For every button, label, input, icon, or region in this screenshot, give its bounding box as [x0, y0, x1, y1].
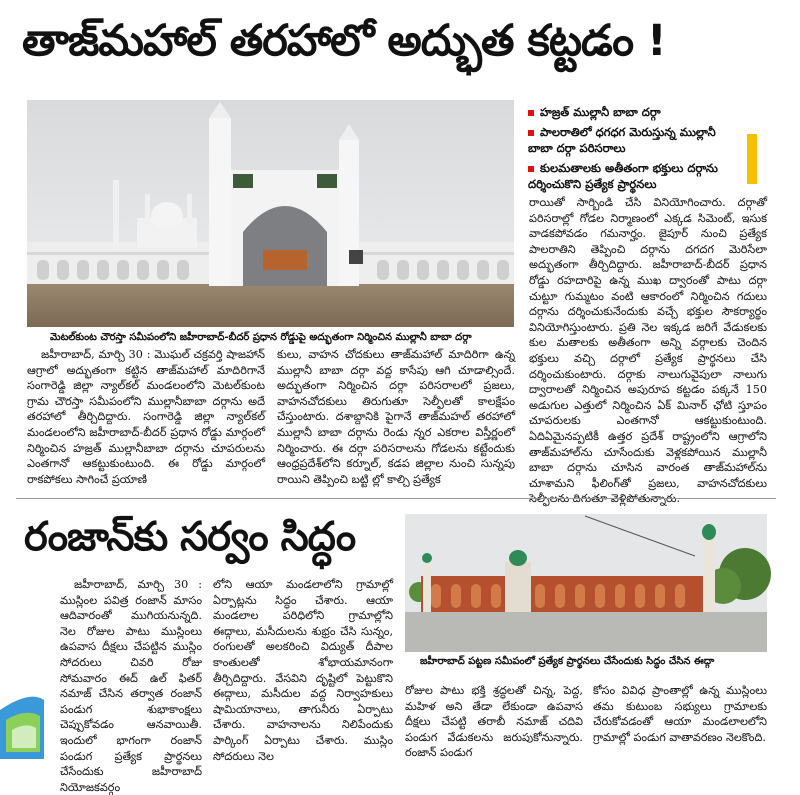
article-2-headline: రంజాన్‌కు సర్వం సిద్ధం: [24, 514, 356, 560]
corner-logo-graphic: [0, 690, 44, 759]
article-divider: [16, 498, 776, 499]
article-1-headline: తాజ్‌మహాల్ తరహాలో అద్భుత కట్టడం !: [22, 16, 666, 66]
highlight-accent-bar: [747, 134, 757, 184]
eidgah-photo: [405, 514, 767, 652]
article-2-col-1: జహీరాబాద్, మార్చి 30 : ముస్లింల పవిత్ర రంజాన్ మాసం ఆదివారంతో ముగియనున్నది. నెల రోజుల పాటు ముస్లింలు ఉపవాస దీక్షలు చేపట్టిన ముస్లిం సోదరులు చివరి రోజు సోమవారం ఈద్ ఉల్ ఫితర్ నమాజ్ చేసిన తర్వాత రంజాన్ పండుగ శుభాకాంక్షలు చెప్పుకోవడం ఆనవాయితీ. ఇందులో భాగంగా రంజాన్ పండుగ ప్రత్యేక ప్రార్థనలు చేసేందుకు జహీరాబాద్ నియోజకవర్గం: [60, 578, 202, 794]
bullet-icon: [528, 130, 534, 136]
article-2-col-4: కోసం వివిధ ప్రాంతాల్లో ఉన్న ముస్లింలు తమ కుటుంబ సభ్యులు గ్రామాలకు చేరుకోవడంతో ఆయా మండలాలలోని గ్రామాల్లో పండుగ వాతావరణం నెలకొంది.: [593, 684, 767, 744]
article-1-col-2: కులు, వాహన చోదకులు తాజ్‌మహాల్ మాదిరిగా ఉన్న ముల్లానీ బాబా దర్గా వద్ద కాసేపు ఆగి చూడాల్సిందే. అద్భుతంగా నిర్మించిన దర్గా పరిసరాలలో ప్రజలు, వాహనచోదకులు తిరుగుతూ సెల్ఫీలతో కాలక్షేపం చేస్తుంటారు. దశాబ్దానికి పైగానే తాజ్‌మహల్ తరహాలో ముల్లానీ బాబా దర్గాను రెండు న్నర ఎకరాల విస్తీర్ణంలో నిర్మించారు. ఈ దర్గా పరిసరాలను గోడలను కట్టేందుకు ఆంధ్రప్రదేశ్‌లోని కర్నూల్, కడప జిల్లాల నుంచి సున్నపు రాయిని తెప్పించి బట్టి ల్లో కాల్చి ప్రత్యేక: [277, 348, 515, 486]
dargah-photo: [27, 100, 514, 327]
highlights-box: [528, 104, 756, 191]
bullet-icon: [528, 110, 534, 116]
bullet-icon: [528, 166, 534, 172]
article-2-col-3: రోజుల పాటు భక్తి శ్రద్ధలతో చిన్న, పెద్ద, మహిళ అని తేడా లేకుండా ఉపవాస దీక్షలు చేపట్టి తరాబీ నమాజ్ చదివి పండుగ వేడుకలను జరుపుకోనున్నారు. రంజాన్ పండుగ: [405, 684, 583, 760]
article-2-col-2: లోని ఆయా మండలాలోని గ్రామాల్లో ఏర్పాట్లను సిద్ధం చేశారు. ఆయా మండలాల పరిధిలోని గ్రామాల్లోని ఈద్గాలు, మసీదులను శుభ్రం చేసి సున్నం, రంగులతో అలకరించి విద్యుత్ దీపాల కాంతులతో శోభాయమానంగా తీర్చిదిద్దారు. వేసవిని దృష్టిలో పెట్టుకొని ఈద్గాలు, మసీదుల వద్ద నిర్వాహకులు షామియానాలు, తాగునీరు ఏర్పాటు చేశారు. వాహనాలను నిలిపేందుకు పార్కింగ్ ఏర్పాటు చేశారు. ముస్లిం సోదరులు నెల: [213, 578, 393, 763]
highlight-item: హజ్రత్ ముల్లానీ బాబా దర్గా: [528, 104, 744, 120]
highlight-item: పాలరాతిలో ధగధగ మెరుస్తున్న ముల్లానీ బాబా దర్గా పరిసరాలు: [528, 125, 716, 155]
article-1-col-3: రాయితో సార్బిండి చేసి వినియోగించారు. దర్గాతో పరిసరాల్లో గోడల నిర్మాణంలో ఎక్కడ సిమెంట్, ఇసుక వాడకపోవడం గమనార్హం. జైపూర్ నుంచి ప్రత్యేక పాలరాతిని తెప్పించి దర్గాను దగదగ మెరిసేలా అద్భుతంగా తీర్చిదిద్దారు. జహీరాబాద్-బీదర్ ప్రధాన రోడ్డు రహదారిపై ఉన్న ముఖ ద్వారంతో పాటు దర్గా చుట్టూ గుమ్మటం వంటి ఆకారంలో నిర్మించిన గదులు దర్గాను దర్శించుకునేందుకు వచ్చే భక్తుల సౌకర్యార్థం వినియోగిస్తుంటారు. ప్రతి నెల ఇక్కడ జరిగే వేడుకలకు కుల మతాలకు అతీతంగా అన్ని వర్గాలకు చెందిన భక్తులు వచ్చి దర్గాలో ప్రత్యేక ప్రార్థనలు చేసి దర్శించుకుంటారు. దర్గాకు నాలుగువైపులా నాలుగు ద్వారాలతో నిర్మించిన అపురూప కట్టడం పక్కనే 150 అడుగుల ఎత్తులో నిర్మించిన ఏక్ మినార్ ఛోటి స్తూపం చూపరులకు ఎంతగానో ఆకట్టుకుంటుంది. ఏదిఏమైనప్పటికీ ఉత్తర ప్రదేశ్ రాష్ట్రంలోని ఆగ్రాలోని తాజ్‌మహాల్‌ను చూసేందుకు వెళ్లకపోయిన ముల్లానీ బాబా దర్గాను చూసిన వారంత తాజ్‌మహాల్‌ను చూశామని ఫీలింగ్‌తో ప్రజలు, వాహనచోదకులు: [529, 196, 767, 490]
article-1-col-1: జహీరాబాద్, మార్చి 30 : మొఘల్ చక్రవర్తి షాజహాన్ ఆగ్రాలో అద్భుతంగా కట్టిన తాజ్‌మహాల్ మాదిరిగానే సంగారెడ్డి జిల్లా న్యాల్‌కల్ మండలంలోని మెటల్‌కుంట గ్రామ చౌరస్తా సమీపంలోని ముల్లానీబాబా దర్గాను అదే తరహాలో తీర్చిదిద్దారు. సంగారెడ్డి జిల్లా న్యాల్‌కల్ మండలంలోని జహీరాబాద్-బీదర్ ప్రధాన రోడ్డు మార్గంలో నిర్మించిన హజ్రత్ ముల్లానీబాబా దర్గాను చూపరులను ఎంతగానో ఆకట్టుకుంటుంది. ఈ రోడ్డు మార్గంలో రాకపోకలు సాగించే ప్రయాణి: [27, 348, 265, 486]
highlight-item: కులమతాలకు అతీతంగా భక్తులు దర్గాను దర్శించుకొని ప్రత్యేక ప్రార్థనలు: [528, 161, 718, 191]
dargah-photo-caption: మెటల్‌కుంట చౌరస్తా సమీపంలోని జహీరాబాద్-బీదర్ ప్రధాన రోడ్డుపై అద్భుతంగా నిర్మించిన ముల్లానీ బాబా దర్గా: [50, 332, 472, 343]
eidgah-photo-caption: జహీరాబాద్ పట్టణ సమీపంలో ప్రత్యేక ప్రార్థనలు చేసేందుకు సిద్ధం చేసిన ఈద్గా: [420, 656, 715, 667]
